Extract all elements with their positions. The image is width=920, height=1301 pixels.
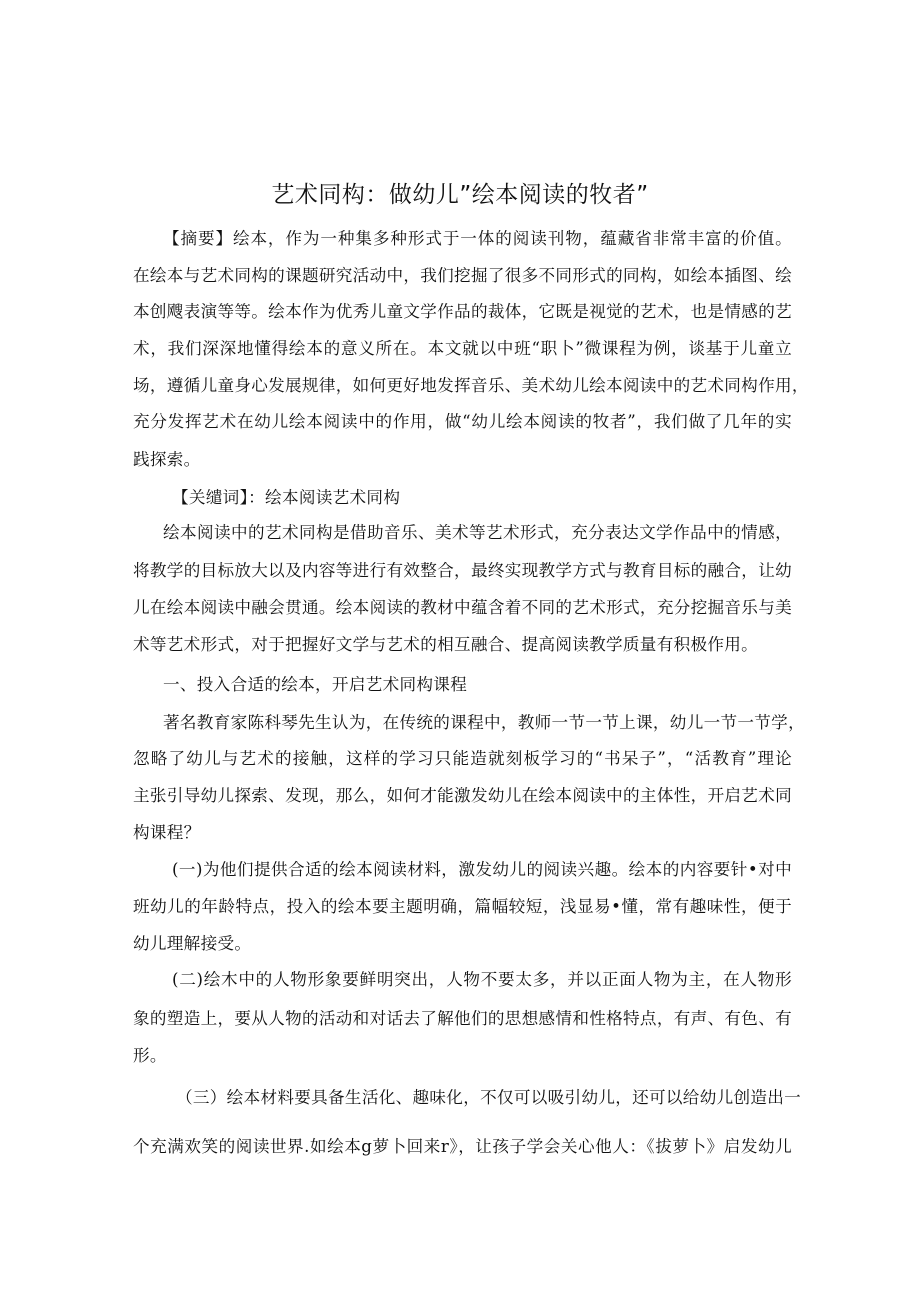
intro-line: 术等艺术形式，对于把握好文学与艺术的相互融合、提高阅读教学质量有积极作用。 xyxy=(133,635,759,654)
abstract-line: 在绘本与艺术同构的课题研究活动中，我们挖掘了很多不同形式的同构，如绘本插图、绘 xyxy=(133,266,792,285)
intro-line: 将教学的目标放大以及内容等进行有效整合，最终实现教学方式与教育目标的融合，让幼 xyxy=(133,561,792,580)
abstract-line: 场，遵循儿童身心发展规律，如何更好地发挥音乐、美术幼儿绘本阅读中的艺术同构作用， xyxy=(133,376,809,395)
item2-line: (二)绘木中的人物形象要鲜明突出，人物不要太多，并以正面人物为主，在人物形 xyxy=(172,970,792,989)
abstract-line: 充分发挥艺术在幼儿绘本阅读中的作用，做“幼儿绘本阅读的牧者”，我们做了几年的实 xyxy=(133,412,792,431)
abstract-line: 践探索。 xyxy=(133,450,201,469)
item1-line: 幼儿理解接受。 xyxy=(133,934,252,953)
abstract-line: 术，我们深深地懂得绘本的意义所在。本文就以中班“职卜”微课程为例，谈基于儿童立 xyxy=(133,339,792,358)
section-para-line: 主张引导幼儿探索、发现，那么，如何才能激发幼儿在绘本阅读中的主体性，开启艺术同 xyxy=(133,786,792,805)
intro-line: 绘本阅读中的艺术同构是借助音乐、美术等艺术形式，充分表达文学作品中的情感， xyxy=(163,523,792,542)
intro-line: 儿在绘本阅读中融会贯通。绘本阅读的教材中蕴含着不同的艺术形式，充分挖掘音乐与美 xyxy=(133,598,792,617)
item2-line: 象的塑造上，要从人物的活动和对话去了解他们的思想感情和性格特点，有声、有色、有 xyxy=(133,1009,792,1028)
section-para-line: 著名教育家陈科琴先生认为，在传统的课程中，教师一节一节上课，幼儿一节一节学， xyxy=(163,713,805,732)
section-para-line: 构课程？ xyxy=(133,823,201,842)
keywords: 【关缱词】：绘本阅读艺术同构 xyxy=(172,488,401,507)
item1-line: 班幼儿的年龄特点，投入的绘本要主题明确，篇幅较短，浅显易•懂，常有趣味性，便于 xyxy=(133,897,792,916)
page-title: 艺术同构：做幼儿”绘本阅读的牧者” xyxy=(271,182,649,208)
item2-line: 形。 xyxy=(133,1046,167,1065)
section-para-line: 忽略了幼儿与艺术的接触，这样的学习只能造就刻板学习的“书呆子”，“活教育”理论 xyxy=(133,749,792,768)
item3-line: （三）绘本材料要具备生活化、趣味化，不仅可以吸引幼儿，还可以给幼儿创造出一 xyxy=(176,1088,802,1107)
abstract-line: 本创飕表演等等。绘本作为优秀儿童文学作品的裁体，它既是视觉的艺术，也是情感的艺 xyxy=(133,302,792,321)
item1-line: (一)为他们提供合适的绘本阅读材料，激发幼儿的阅读兴趣。绘本的内容要针•对中 xyxy=(172,860,792,879)
section-heading: 一、投入合适的绘本，开启艺术同构课程 xyxy=(163,675,468,694)
abstract-line: 【摘要】绘本，作为一种集多种形式于一体的阅读刊物，蕴藏省非常丰富的价值。 xyxy=(163,229,792,248)
item3-line: 个充满欢笑的阅读世界.如绘本g萝卜回来r》，让孩子学会关心他人：《拔萝卜》启发幼儿 xyxy=(133,1137,792,1156)
